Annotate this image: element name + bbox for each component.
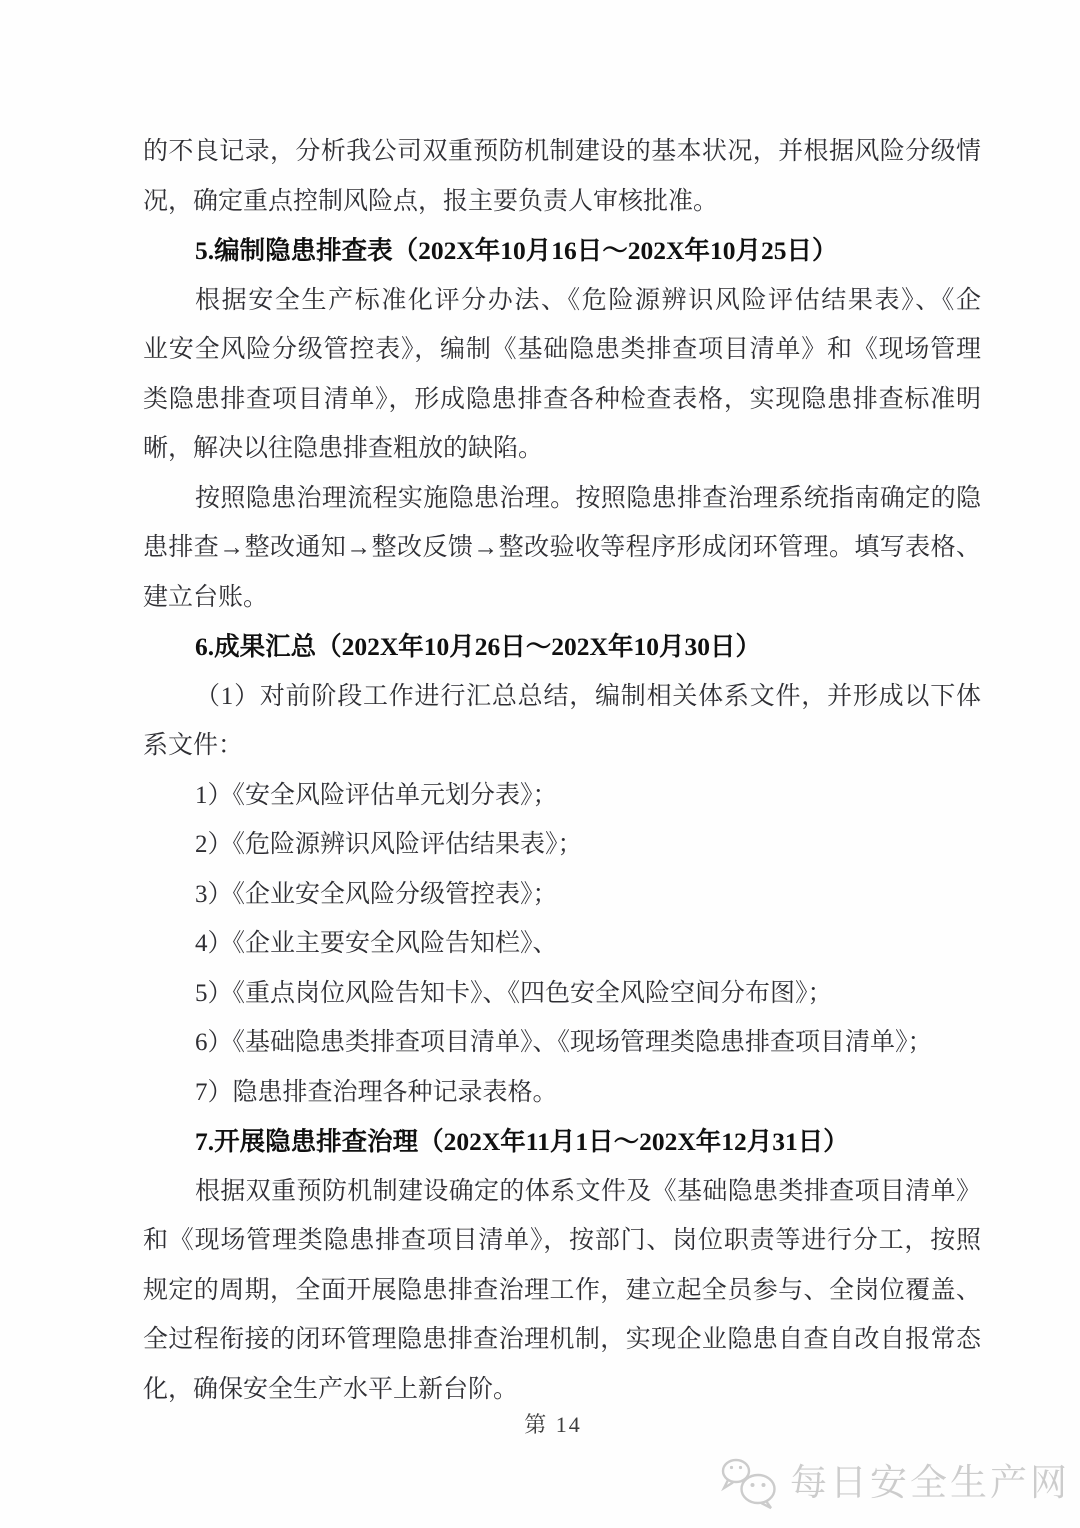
watermark xyxy=(717,1456,1070,1510)
text-line: 业安全风险分级管控表》，编制《基础隐患类排查项目清单》和《现场管理 xyxy=(143,336,981,363)
text-line: 2）《危险源辨识风险评估结果表》； xyxy=(195,831,583,858)
heading-line: 6.成果汇总（202X年10月26日～202X年10月30日） xyxy=(195,632,761,661)
text-line: 5）《重点岗位风险告知卡》、《四色安全风险空间分布图》； xyxy=(195,979,833,1007)
text-line: 晰，解决以往隐患排查粗放的缺陷。 xyxy=(143,435,544,462)
text-line: 化，确保安全生产水平上新台阶。 xyxy=(143,1375,519,1403)
text-line: 根据双重预防机制建设确定的体系文件及《基础隐患类排查项目清单》 xyxy=(195,1177,981,1205)
text-line: 的不良记录，分析我公司双重预防机制建设的基本状况，并根据风险分级情 xyxy=(143,138,981,165)
text-line: 况，确定重点控制风险点，报主要负责人审核批准。 xyxy=(143,187,719,215)
text-line: 3）《企业安全风险分级管控表》； xyxy=(195,880,558,908)
text-line: 1）《安全风险评估单元划分表》； xyxy=(195,781,558,809)
text-line: 全过程衔接的闭环管理隐患排查治理机制，实现企业隐患自查自改自报常态 xyxy=(143,1326,981,1353)
text-line: 4）《企业主要安全风险告知栏》、 xyxy=(195,930,558,957)
text-line: （1）对前阶段工作进行汇总总结，编制相关体系文件，并形成以下体 xyxy=(195,682,981,710)
wechat-icon xyxy=(717,1456,781,1510)
document-body xyxy=(143,127,981,1414)
text-line: 类隐患排查项目清单》，形成隐患排查各种检查表格，实现隐患排查标准明 xyxy=(143,385,981,413)
text-line: 按照隐患治理流程实施隐患治理。按照隐患排查治理系统指南确定的隐 xyxy=(195,484,981,512)
text-line: 6）《基础隐患类排查项目清单》、《现场管理类隐患排查项目清单》； xyxy=(195,1029,933,1056)
text-line: 患排查→整改通知→整改反馈→整改验收等程序形成闭环管理。填写表格、 xyxy=(143,534,981,561)
page-number: 第 14 xyxy=(524,1412,582,1437)
heading-line: 7.开展隐患排查治理（202X年11月1日～202X年12月31日） xyxy=(195,1127,849,1156)
text-line: 和《现场管理类隐患排查项目清单》，按部门、岗位职责等进行分工，按照 xyxy=(143,1227,981,1254)
text-line: 根据安全生产标准化评分办法、《危险源辨识风险评估结果表》、《企 xyxy=(195,286,981,314)
text-line: 系文件： xyxy=(143,732,244,759)
watermark-text: 每日安全生产网 xyxy=(790,1462,1070,1503)
text-line: 7）隐患排查治理各种记录表格。 xyxy=(195,1078,558,1106)
heading-line: 5.编制隐患排查表（202X年10月16日～202X年10月25日） xyxy=(195,236,838,265)
text-line: 规定的周期，全面开展隐患排查治理工作，建立起全员参与、全岗位覆盖、 xyxy=(143,1276,981,1304)
text-line: 建立台账。 xyxy=(143,583,269,611)
